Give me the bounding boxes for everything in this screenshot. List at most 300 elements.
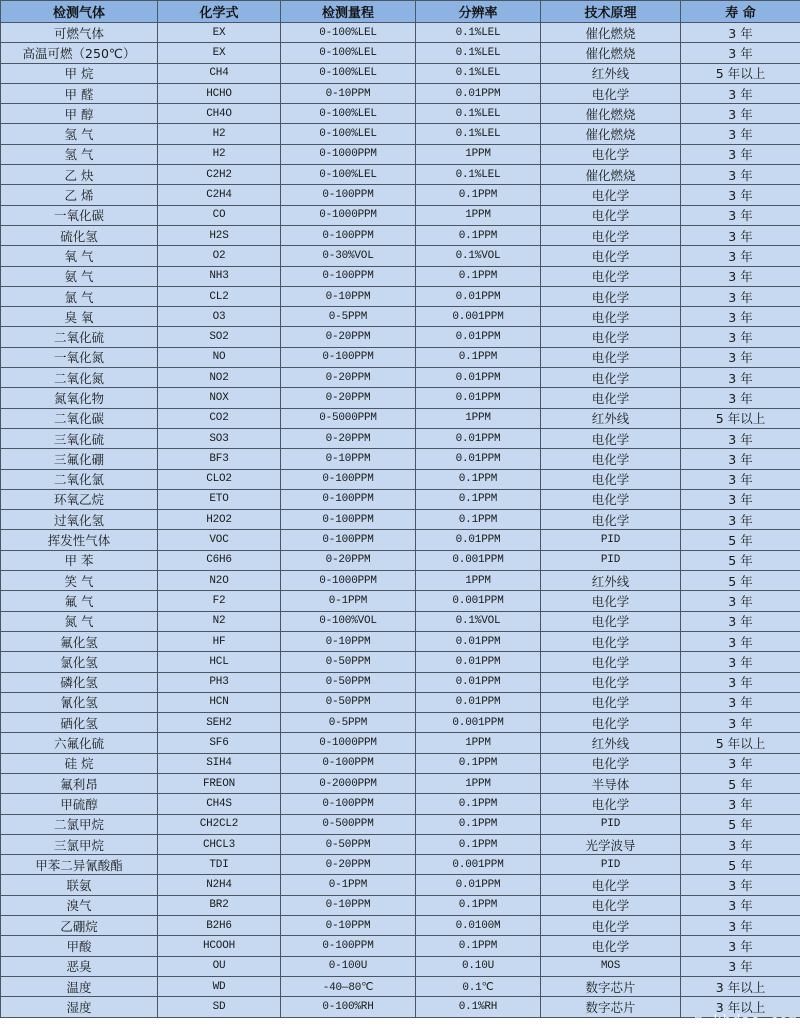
table-row: [1, 327, 800, 347]
lifespan-cell: 3 年: [681, 205, 800, 225]
chemical-formula-cell: HF: [158, 631, 281, 651]
technical-principle-cell: 电化学: [541, 388, 681, 408]
gas-name-cell: 二氧化碳: [1, 408, 158, 428]
lifespan-cell: 3 年: [681, 753, 800, 773]
technical-principle-cell: 催化燃烧: [541, 104, 681, 124]
technical-principle-cell: 电化学: [541, 611, 681, 631]
chemical-formula-cell: CO2: [158, 408, 281, 428]
table-row: [1, 733, 800, 753]
lifespan-cell: 3 年: [681, 165, 800, 185]
lifespan-cell: 3 年: [681, 895, 800, 915]
resolution-cell: 0.1PPM: [416, 469, 541, 489]
gas-name-cell: 氯 气: [1, 286, 158, 306]
chemical-formula-cell: CH4S: [158, 794, 281, 814]
gas-name-cell: 恶臭: [1, 956, 158, 976]
technical-principle-cell: 电化学: [541, 307, 681, 327]
technical-principle-cell: 电化学: [541, 489, 681, 509]
technical-principle-cell: 红外线: [541, 63, 681, 83]
gas-name-cell: 甲酸: [1, 936, 158, 956]
gas-name-cell: 氮氧化物: [1, 388, 158, 408]
technical-principle-cell: 半导体: [541, 773, 681, 793]
chemical-formula-cell: O3: [158, 307, 281, 327]
detection-range-cell: 0-5PPM: [281, 307, 416, 327]
table-row: [1, 449, 800, 469]
resolution-cell: 0.1PPM: [416, 936, 541, 956]
technical-principle-cell: 电化学: [541, 895, 681, 915]
gas-name-cell: 过氧化氢: [1, 510, 158, 530]
gas-name-cell: 氟利昂: [1, 773, 158, 793]
chemical-formula-cell: CO: [158, 205, 281, 225]
detection-range-cell: 0-100%LEL: [281, 63, 416, 83]
lifespan-cell: 5 年以上: [681, 733, 800, 753]
detection-range-cell: 0-1PPM: [281, 591, 416, 611]
gas-name-cell: 甲 醛: [1, 83, 158, 103]
technical-principle-cell: 电化学: [541, 794, 681, 814]
chemical-formula-cell: CH4: [158, 63, 281, 83]
chemical-formula-cell: HCN: [158, 692, 281, 712]
header-resolution: 分辨率: [416, 1, 541, 23]
resolution-cell: 0.01PPM: [416, 83, 541, 103]
technical-principle-cell: 电化学: [541, 652, 681, 672]
chemical-formula-cell: TDI: [158, 855, 281, 875]
detection-range-cell: 0-1000PPM: [281, 571, 416, 591]
lifespan-cell: 3 年: [681, 286, 800, 306]
header-range: 检测量程: [281, 1, 416, 23]
table-row: [1, 672, 800, 692]
technical-principle-cell: 催化燃烧: [541, 124, 681, 144]
gas-name-cell: 二氧化氮: [1, 368, 158, 388]
lifespan-cell: 3 年: [681, 83, 800, 103]
resolution-cell: 0.001PPM: [416, 307, 541, 327]
detection-range-cell: 0-50PPM: [281, 652, 416, 672]
gas-name-cell: 氧 气: [1, 246, 158, 266]
technical-principle-cell: 电化学: [541, 185, 681, 205]
lifespan-cell: 3 年: [681, 428, 800, 448]
resolution-cell: 0.001PPM: [416, 591, 541, 611]
lifespan-cell: 3 年: [681, 347, 800, 367]
resolution-cell: 0.1PPM: [416, 794, 541, 814]
detection-range-cell: 0-30%VOL: [281, 246, 416, 266]
table-row: [1, 83, 800, 103]
resolution-cell: 0.1%LEL: [416, 23, 541, 43]
table-row: [1, 814, 800, 834]
chemical-formula-cell: VOC: [158, 530, 281, 550]
lifespan-cell: 3 年: [681, 327, 800, 347]
resolution-cell: 0.1PPM: [416, 753, 541, 773]
technical-principle-cell: 电化学: [541, 510, 681, 530]
technical-principle-cell: 电化学: [541, 631, 681, 651]
gas-name-cell: 硅 烷: [1, 753, 158, 773]
gas-name-cell: 硫化氢: [1, 225, 158, 245]
lifespan-cell: 3 年: [681, 510, 800, 530]
detection-range-cell: 0-100PPM: [281, 469, 416, 489]
chemical-formula-cell: CHCL3: [158, 834, 281, 854]
detection-range-cell: 0-100%VOL: [281, 611, 416, 631]
table-row: [1, 855, 800, 875]
gas-name-cell: 磷化氢: [1, 672, 158, 692]
lifespan-cell: 3 年: [681, 631, 800, 651]
lifespan-cell: 3 年: [681, 266, 800, 286]
table-row: [1, 144, 800, 164]
gas-name-cell: 氟 气: [1, 591, 158, 611]
table-row: [1, 185, 800, 205]
chemical-formula-cell: N2: [158, 611, 281, 631]
gas-name-cell: 二氧化硫: [1, 327, 158, 347]
technical-principle-cell: 电化学: [541, 875, 681, 895]
technical-principle-cell: 电化学: [541, 246, 681, 266]
detection-range-cell: 0-5000PPM: [281, 408, 416, 428]
chemical-formula-cell: B2H6: [158, 916, 281, 936]
technical-principle-cell: 红外线: [541, 571, 681, 591]
detection-range-cell: 0-50PPM: [281, 672, 416, 692]
detection-range-cell: 0-100PPM: [281, 936, 416, 956]
lifespan-cell: 3 年: [681, 43, 800, 63]
chemical-formula-cell: CH4O: [158, 104, 281, 124]
table-row: [1, 753, 800, 773]
table-row: [1, 916, 800, 936]
lifespan-cell: 3 年: [681, 449, 800, 469]
detection-range-cell: 0-1000PPM: [281, 205, 416, 225]
technical-principle-cell: 电化学: [541, 347, 681, 367]
detection-range-cell: 0-1000PPM: [281, 733, 416, 753]
chemical-formula-cell: NH3: [158, 266, 281, 286]
header-principle: 技术原理: [541, 1, 681, 23]
lifespan-cell: 3 年: [681, 469, 800, 489]
detection-range-cell: 0-20PPM: [281, 550, 416, 570]
table-row: [1, 307, 800, 327]
header-lifespan: 寿 命: [681, 1, 800, 23]
technical-principle-cell: 电化学: [541, 692, 681, 712]
table-row: [1, 388, 800, 408]
lifespan-cell: 3 年: [681, 388, 800, 408]
chemical-formula-cell: SD: [158, 997, 281, 1017]
chemical-formula-cell: H2S: [158, 225, 281, 245]
chemical-formula-cell: NOX: [158, 388, 281, 408]
lifespan-cell: 3 年: [681, 185, 800, 205]
table-row: [1, 997, 800, 1017]
table-row: [1, 510, 800, 530]
lifespan-cell: 5 年: [681, 814, 800, 834]
table-row: [1, 895, 800, 915]
detection-range-cell: 0-100PPM: [281, 753, 416, 773]
lifespan-cell: 3 年: [681, 591, 800, 611]
lifespan-cell: 3 年: [681, 307, 800, 327]
detection-range-cell: 0-100%LEL: [281, 165, 416, 185]
resolution-cell: 0.1PPM: [416, 895, 541, 915]
technical-principle-cell: 电化学: [541, 205, 681, 225]
lifespan-cell: 3 年: [681, 956, 800, 976]
technical-principle-cell: PID: [541, 550, 681, 570]
table-row: [1, 347, 800, 367]
detection-range-cell: 0-20PPM: [281, 327, 416, 347]
gas-name-cell: 湿度: [1, 997, 158, 1017]
gas-name-cell: 乙 炔: [1, 165, 158, 185]
technical-principle-cell: 催化燃烧: [541, 43, 681, 63]
technical-principle-cell: 催化燃烧: [541, 165, 681, 185]
gas-name-cell: 氨 气: [1, 266, 158, 286]
resolution-cell: 0.1%LEL: [416, 63, 541, 83]
gas-name-cell: 三氟化硼: [1, 449, 158, 469]
technical-principle-cell: 电化学: [541, 672, 681, 692]
technical-principle-cell: 电化学: [541, 591, 681, 611]
detection-range-cell: 0-100PPM: [281, 510, 416, 530]
detection-range-cell: 0-10PPM: [281, 449, 416, 469]
gas-name-cell: 甲 苯: [1, 550, 158, 570]
detection-range-cell: 0-1PPM: [281, 875, 416, 895]
lifespan-cell: 3 年: [681, 23, 800, 43]
gas-name-cell: 硒化氢: [1, 713, 158, 733]
detection-range-cell: 0-20PPM: [281, 428, 416, 448]
chemical-formula-cell: BF3: [158, 449, 281, 469]
gas-name-cell: 乙硼烷: [1, 916, 158, 936]
chemical-formula-cell: H2: [158, 144, 281, 164]
technical-principle-cell: PID: [541, 855, 681, 875]
technical-principle-cell: PID: [541, 814, 681, 834]
resolution-cell: 0.01PPM: [416, 692, 541, 712]
resolution-cell: 1PPM: [416, 408, 541, 428]
resolution-cell: 0.01PPM: [416, 672, 541, 692]
chemical-formula-cell: ETO: [158, 489, 281, 509]
lifespan-cell: 3 年: [681, 713, 800, 733]
resolution-cell: 0.1%LEL: [416, 104, 541, 124]
chemical-formula-cell: SEH2: [158, 713, 281, 733]
lifespan-cell: 5 年: [681, 773, 800, 793]
technical-principle-cell: 电化学: [541, 327, 681, 347]
table-row: [1, 43, 800, 63]
table-row: [1, 246, 800, 266]
lifespan-cell: 3 年: [681, 104, 800, 124]
table-row: [1, 591, 800, 611]
gas-name-cell: 环氧乙烷: [1, 489, 158, 509]
detection-range-cell: 0-10PPM: [281, 895, 416, 915]
table-row: [1, 834, 800, 854]
table-row: [1, 63, 800, 83]
gas-name-cell: 乙 烯: [1, 185, 158, 205]
gas-name-cell: 高温可燃（250℃）: [1, 43, 158, 63]
chemical-formula-cell: SO2: [158, 327, 281, 347]
lifespan-cell: 3 年: [681, 936, 800, 956]
resolution-cell: 1PPM: [416, 205, 541, 225]
detection-range-cell: 0-500PPM: [281, 814, 416, 834]
technical-principle-cell: 电化学: [541, 469, 681, 489]
technical-principle-cell: 电化学: [541, 428, 681, 448]
table-row: [1, 266, 800, 286]
chemical-formula-cell: H2: [158, 124, 281, 144]
chemical-formula-cell: CL2: [158, 286, 281, 306]
chemical-formula-cell: H2O2: [158, 510, 281, 530]
lifespan-cell: 3 年: [681, 611, 800, 631]
technical-principle-cell: 电化学: [541, 449, 681, 469]
table-row: [1, 571, 800, 591]
chemical-formula-cell: CLO2: [158, 469, 281, 489]
chemical-formula-cell: N2H4: [158, 875, 281, 895]
chemical-formula-cell: EX: [158, 43, 281, 63]
detection-range-cell: 0-100PPM: [281, 530, 416, 550]
gas-name-cell: 温度: [1, 976, 158, 996]
lifespan-cell: 5 年以上: [681, 408, 800, 428]
resolution-cell: 1PPM: [416, 773, 541, 793]
chemical-formula-cell: N2O: [158, 571, 281, 591]
chemical-formula-cell: HCL: [158, 652, 281, 672]
lifespan-cell: 3 年以上: [681, 976, 800, 996]
chemical-formula-cell: NO: [158, 347, 281, 367]
resolution-cell: 0.01PPM: [416, 530, 541, 550]
chemical-formula-cell: F2: [158, 591, 281, 611]
table-row: [1, 408, 800, 428]
detection-range-cell: 0-50PPM: [281, 834, 416, 854]
detection-range-cell: 0-20PPM: [281, 368, 416, 388]
watermark: m.kbdas.com: [694, 1013, 798, 1029]
resolution-cell: 0.1PPM: [416, 489, 541, 509]
detection-range-cell: 0-1000PPM: [281, 144, 416, 164]
lifespan-cell: 3 年以上: [681, 997, 800, 1017]
resolution-cell: 0.001PPM: [416, 550, 541, 570]
lifespan-cell: 3 年: [681, 692, 800, 712]
gas-name-cell: 氯化氢: [1, 652, 158, 672]
resolution-cell: 0.01PPM: [416, 368, 541, 388]
gas-name-cell: 臭 氧: [1, 307, 158, 327]
detection-range-cell: 0-10PPM: [281, 83, 416, 103]
detection-range-cell: 0-100PPM: [281, 489, 416, 509]
table-row: [1, 773, 800, 793]
chemical-formula-cell: EX: [158, 23, 281, 43]
detection-range-cell: 0-100PPM: [281, 347, 416, 367]
lifespan-cell: 5 年: [681, 530, 800, 550]
resolution-cell: 0.1%LEL: [416, 165, 541, 185]
resolution-cell: 0.1PPM: [416, 225, 541, 245]
table-row: [1, 976, 800, 996]
gas-name-cell: 六氟化硫: [1, 733, 158, 753]
technical-principle-cell: 数字芯片: [541, 997, 681, 1017]
resolution-cell: 0.01PPM: [416, 428, 541, 448]
gas-name-cell: 氟化氢: [1, 631, 158, 651]
lifespan-cell: 3 年: [681, 368, 800, 388]
resolution-cell: 0.1%VOL: [416, 246, 541, 266]
chemical-formula-cell: HCOOH: [158, 936, 281, 956]
detection-range-cell: 0-100%LEL: [281, 124, 416, 144]
resolution-cell: 0.01PPM: [416, 449, 541, 469]
table-row: [1, 652, 800, 672]
lifespan-cell: 5 年: [681, 855, 800, 875]
resolution-cell: 0.1PPM: [416, 185, 541, 205]
chemical-formula-cell: BR2: [158, 895, 281, 915]
resolution-cell: 0.01PPM: [416, 875, 541, 895]
resolution-cell: 0.001PPM: [416, 855, 541, 875]
gas-name-cell: 氰化氢: [1, 692, 158, 712]
detection-range-cell: 0-100PPM: [281, 266, 416, 286]
table-row: [1, 489, 800, 509]
table-row: [1, 165, 800, 185]
gas-name-cell: 氮 气: [1, 611, 158, 631]
detection-range-cell: 0-2000PPM: [281, 773, 416, 793]
gas-name-cell: 三氯甲烷: [1, 834, 158, 854]
gas-name-cell: 三氧化硫: [1, 428, 158, 448]
table-row: [1, 631, 800, 651]
technical-principle-cell: 电化学: [541, 753, 681, 773]
lifespan-cell: 3 年: [681, 225, 800, 245]
chemical-formula-cell: NO2: [158, 368, 281, 388]
detection-range-cell: 0-10PPM: [281, 916, 416, 936]
technical-principle-cell: 电化学: [541, 713, 681, 733]
technical-principle-cell: 电化学: [541, 286, 681, 306]
table-row: [1, 530, 800, 550]
technical-principle-cell: MOS: [541, 956, 681, 976]
gas-name-cell: 一氧化碳: [1, 205, 158, 225]
chemical-formula-cell: SIH4: [158, 753, 281, 773]
technical-principle-cell: 电化学: [541, 83, 681, 103]
chemical-formula-cell: C2H2: [158, 165, 281, 185]
gas-name-cell: 甲 醇: [1, 104, 158, 124]
resolution-cell: 0.1PPM: [416, 814, 541, 834]
lifespan-cell: 3 年: [681, 875, 800, 895]
detection-range-cell: 0-100PPM: [281, 225, 416, 245]
chemical-formula-cell: SO3: [158, 428, 281, 448]
detection-range-cell: 0-100%LEL: [281, 43, 416, 63]
detection-range-cell: 0-100PPM: [281, 794, 416, 814]
resolution-cell: 0.01PPM: [416, 286, 541, 306]
table-row: [1, 368, 800, 388]
table-header-row: [1, 1, 800, 23]
lifespan-cell: 5 年: [681, 550, 800, 570]
table-row: [1, 713, 800, 733]
detection-range-cell: 0-10PPM: [281, 631, 416, 651]
chemical-formula-cell: O2: [158, 246, 281, 266]
detection-range-cell: 0-100PPM: [281, 185, 416, 205]
gas-name-cell: 氢 气: [1, 144, 158, 164]
lifespan-cell: 3 年: [681, 834, 800, 854]
technical-principle-cell: 电化学: [541, 144, 681, 164]
technical-principle-cell: 数字芯片: [541, 976, 681, 996]
lifespan-cell: 3 年: [681, 246, 800, 266]
table-row: [1, 875, 800, 895]
lifespan-cell: 3 年: [681, 916, 800, 936]
technical-principle-cell: 红外线: [541, 733, 681, 753]
lifespan-cell: 3 年: [681, 652, 800, 672]
gas-name-cell: 可燃气体: [1, 23, 158, 43]
technical-principle-cell: PID: [541, 530, 681, 550]
technical-principle-cell: 电化学: [541, 266, 681, 286]
detection-range-cell: 0-100%LEL: [281, 23, 416, 43]
resolution-cell: 0.0100M: [416, 916, 541, 936]
resolution-cell: 0.1PPM: [416, 266, 541, 286]
chemical-formula-cell: WD: [158, 976, 281, 996]
detection-range-cell: -40—80℃: [281, 976, 416, 996]
table-row: [1, 124, 800, 144]
lifespan-cell: 5 年: [681, 571, 800, 591]
technical-principle-cell: 电化学: [541, 916, 681, 936]
chemical-formula-cell: OU: [158, 956, 281, 976]
table-row: [1, 469, 800, 489]
table-row: [1, 936, 800, 956]
gas-name-cell: 二氯甲烷: [1, 814, 158, 834]
gas-name-cell: 溴气: [1, 895, 158, 915]
header-formula: 化学式: [158, 1, 281, 23]
lifespan-cell: 3 年: [681, 124, 800, 144]
detection-range-cell: 0-10PPM: [281, 286, 416, 306]
gas-name-cell: 笑 气: [1, 571, 158, 591]
resolution-cell: 0.01PPM: [416, 652, 541, 672]
table-row: [1, 23, 800, 43]
chemical-formula-cell: HCHO: [158, 83, 281, 103]
gas-name-cell: 联氨: [1, 875, 158, 895]
detection-range-cell: 0-20PPM: [281, 855, 416, 875]
resolution-cell: 0.01PPM: [416, 631, 541, 651]
lifespan-cell: 3 年: [681, 144, 800, 164]
gas-name-cell: 挥发性气体: [1, 530, 158, 550]
chemical-formula-cell: C2H4: [158, 185, 281, 205]
gas-name-cell: 甲硫醇: [1, 794, 158, 814]
lifespan-cell: 3 年: [681, 794, 800, 814]
